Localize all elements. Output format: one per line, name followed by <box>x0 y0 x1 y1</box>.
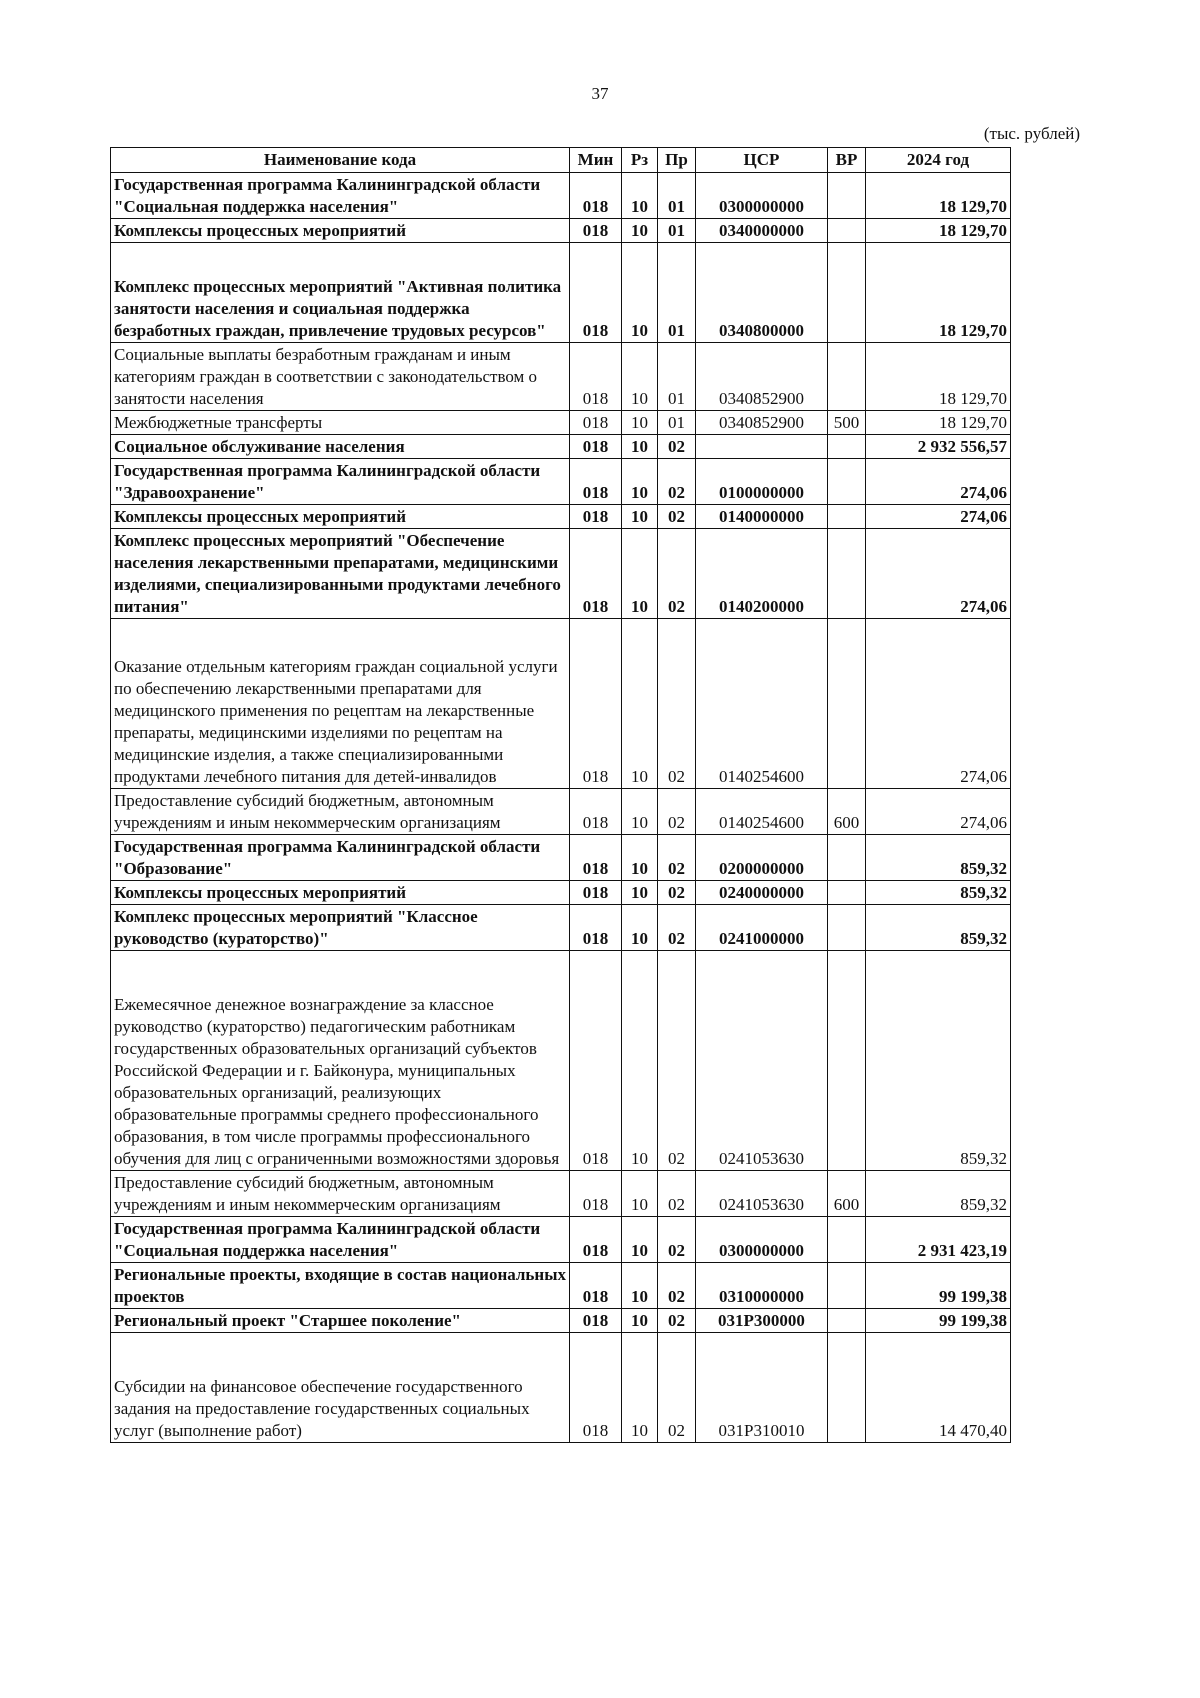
cell-vr <box>828 619 866 789</box>
cell-min: 018 <box>570 505 622 529</box>
cell-min: 018 <box>570 243 622 343</box>
cell-name: Государственная программа Калининградской области "Образование" <box>111 835 570 881</box>
cell-name: Государственная программа Калининградской области "Социальная поддержка населения" <box>111 1217 570 1263</box>
cell-vr <box>828 435 866 459</box>
cell-vr: 600 <box>828 1171 866 1217</box>
header-vr: ВР <box>828 148 866 173</box>
cell-name: Субсидии на финансовое обеспечение государственного задания на предоставление государственных социальных услуг (выполнение работ) <box>111 1333 570 1443</box>
cell-amount: 274,06 <box>866 789 1011 835</box>
cell-pr: 02 <box>658 435 696 459</box>
cell-amount: 274,06 <box>866 529 1011 619</box>
table-row <box>111 619 1011 789</box>
cell-vr <box>828 1333 866 1443</box>
table-row <box>111 219 1011 243</box>
table-row <box>111 411 1011 435</box>
table-row <box>111 1171 1011 1217</box>
cell-name: Предоставление субсидий бюджетным, автономным учреждениям и иным некоммерческим организациям <box>111 1171 570 1217</box>
cell-pr: 01 <box>658 219 696 243</box>
cell-vr: 600 <box>828 789 866 835</box>
cell-amount: 2 932 556,57 <box>866 435 1011 459</box>
cell-rz: 10 <box>622 789 658 835</box>
cell-csr: 0140254600 <box>696 619 828 789</box>
cell-pr: 01 <box>658 343 696 411</box>
cell-vr <box>828 951 866 1171</box>
cell-min: 018 <box>570 435 622 459</box>
cell-csr: 0241000000 <box>696 905 828 951</box>
cell-min: 018 <box>570 1309 622 1333</box>
cell-csr: 0100000000 <box>696 459 828 505</box>
cell-rz: 10 <box>622 343 658 411</box>
cell-min: 018 <box>570 835 622 881</box>
cell-vr <box>828 905 866 951</box>
cell-min: 018 <box>570 1333 622 1443</box>
cell-csr: 0140200000 <box>696 529 828 619</box>
cell-amount: 99 199,38 <box>866 1309 1011 1333</box>
cell-vr <box>828 1309 866 1333</box>
cell-min: 018 <box>570 219 622 243</box>
cell-pr: 02 <box>658 905 696 951</box>
table-row <box>111 343 1011 411</box>
header-year: 2024 год <box>866 148 1011 173</box>
cell-amount: 18 129,70 <box>866 173 1011 219</box>
table-row <box>111 881 1011 905</box>
table-row <box>111 459 1011 505</box>
table-row <box>111 1217 1011 1263</box>
cell-amount: 18 129,70 <box>866 411 1011 435</box>
cell-vr <box>828 173 866 219</box>
cell-pr: 02 <box>658 951 696 1171</box>
cell-name: Комплексы процессных мероприятий <box>111 219 570 243</box>
cell-name: Комплекс процессных мероприятий "Обеспечение населения лекарственными препаратами, медицинскими изделиями, специализированными продуктами лечебного питания" <box>111 529 570 619</box>
cell-rz: 10 <box>622 951 658 1171</box>
cell-rz: 10 <box>622 505 658 529</box>
header-name: Наименование кода <box>111 148 570 173</box>
cell-rz: 10 <box>622 1263 658 1309</box>
cell-name: Предоставление субсидий бюджетным, автономным учреждениям и иным некоммерческим организациям <box>111 789 570 835</box>
cell-min: 018 <box>570 619 622 789</box>
cell-csr: 031P300000 <box>696 1309 828 1333</box>
table-row <box>111 529 1011 619</box>
cell-rz: 10 <box>622 411 658 435</box>
cell-csr: 0240000000 <box>696 881 828 905</box>
budget-table <box>110 147 1011 1443</box>
table-row <box>111 243 1011 343</box>
cell-vr <box>828 219 866 243</box>
cell-vr <box>828 1217 866 1263</box>
cell-csr: 0340800000 <box>696 243 828 343</box>
cell-pr: 01 <box>658 243 696 343</box>
cell-name: Комплекс процессных мероприятий "Активная политика занятости населения и социальная поддержка безработных граждан, привлечение трудовых ресурсов" <box>111 243 570 343</box>
cell-vr <box>828 881 866 905</box>
cell-vr <box>828 459 866 505</box>
cell-csr: 0310000000 <box>696 1263 828 1309</box>
cell-pr: 02 <box>658 619 696 789</box>
cell-min: 018 <box>570 905 622 951</box>
cell-csr: 0140254600 <box>696 789 828 835</box>
cell-vr <box>828 529 866 619</box>
cell-name: Социальное обслуживание населения <box>111 435 570 459</box>
cell-amount: 274,06 <box>866 505 1011 529</box>
cell-rz: 10 <box>622 619 658 789</box>
cell-vr <box>828 243 866 343</box>
cell-csr: 0300000000 <box>696 1217 828 1263</box>
table-row <box>111 905 1011 951</box>
cell-name: Комплексы процессных мероприятий <box>111 505 570 529</box>
cell-amount: 274,06 <box>866 459 1011 505</box>
cell-pr: 02 <box>658 1171 696 1217</box>
table-row <box>111 173 1011 219</box>
cell-csr: 0340852900 <box>696 411 828 435</box>
cell-vr <box>828 835 866 881</box>
cell-amount: 18 129,70 <box>866 343 1011 411</box>
cell-min: 018 <box>570 1263 622 1309</box>
cell-pr: 02 <box>658 835 696 881</box>
cell-pr: 02 <box>658 1263 696 1309</box>
cell-min: 018 <box>570 529 622 619</box>
cell-pr: 01 <box>658 411 696 435</box>
cell-csr: 0241053630 <box>696 1171 828 1217</box>
cell-pr: 02 <box>658 881 696 905</box>
cell-pr: 01 <box>658 173 696 219</box>
header-csr: ЦСР <box>696 148 828 173</box>
cell-pr: 02 <box>658 505 696 529</box>
cell-name: Государственная программа Калининградской области "Здравоохранение" <box>111 459 570 505</box>
cell-amount: 859,32 <box>866 1171 1011 1217</box>
cell-name: Государственная программа Калининградской области "Социальная поддержка населения" <box>111 173 570 219</box>
header-rz: Рз <box>622 148 658 173</box>
table-row <box>111 505 1011 529</box>
cell-pr: 02 <box>658 789 696 835</box>
cell-min: 018 <box>570 1171 622 1217</box>
table-body <box>111 173 1011 1443</box>
cell-min: 018 <box>570 173 622 219</box>
cell-rz: 10 <box>622 459 658 505</box>
cell-min: 018 <box>570 881 622 905</box>
header-pr: Пр <box>658 148 696 173</box>
table-row <box>111 1263 1011 1309</box>
header-row <box>111 148 1011 173</box>
cell-pr: 02 <box>658 459 696 505</box>
cell-name: Межбюджетные трансферты <box>111 411 570 435</box>
cell-name: Региональные проекты, входящие в состав национальных проектов <box>111 1263 570 1309</box>
cell-pr: 02 <box>658 1217 696 1263</box>
table-row <box>111 789 1011 835</box>
cell-rz: 10 <box>622 905 658 951</box>
cell-rz: 10 <box>622 435 658 459</box>
cell-pr: 02 <box>658 1333 696 1443</box>
cell-csr: 0140000000 <box>696 505 828 529</box>
cell-rz: 10 <box>622 1217 658 1263</box>
cell-amount: 859,32 <box>866 835 1011 881</box>
page-number: 37 <box>591 84 609 103</box>
header-min: Мин <box>570 148 622 173</box>
cell-min: 018 <box>570 459 622 505</box>
cell-pr: 02 <box>658 1309 696 1333</box>
cell-name: Ежемесячное денежное вознаграждение за классное руководство (кураторство) педагогическим работникам государственных образовательных организаций субъектов Российской Федерации и г. Байконура, муниципальных образовательных организаций, реализующих образовательные программы среднего профессионального образования, в том числе программы профессионального обучения для лиц с ограниченными возможностями здоровья <box>111 951 570 1171</box>
cell-amount: 859,32 <box>866 881 1011 905</box>
cell-csr: 0340000000 <box>696 219 828 243</box>
cell-pr: 02 <box>658 529 696 619</box>
cell-min: 018 <box>570 1217 622 1263</box>
cell-amount: 859,32 <box>866 905 1011 951</box>
cell-amount: 14 470,40 <box>866 1333 1011 1443</box>
cell-amount: 859,32 <box>866 951 1011 1171</box>
cell-rz: 10 <box>622 529 658 619</box>
table-row <box>111 951 1011 1171</box>
cell-csr: 0241053630 <box>696 951 828 1171</box>
cell-name: Региональный проект "Старшее поколение" <box>111 1309 570 1333</box>
cell-vr <box>828 505 866 529</box>
cell-name: Оказание отдельным категориям граждан социальной услуги по обеспечению лекарственными препаратами для медицинского применения по рецептам на лекарственные препараты, медицинскими изделиями по рецептам на медицинские изделия, а также специализированными продуктами лечебного питания для детей-инвалидов <box>111 619 570 789</box>
cell-rz: 10 <box>622 835 658 881</box>
cell-rz: 10 <box>622 243 658 343</box>
cell-amount: 2 931 423,19 <box>866 1217 1011 1263</box>
cell-rz: 10 <box>622 881 658 905</box>
cell-min: 018 <box>570 411 622 435</box>
cell-amount: 99 199,38 <box>866 1263 1011 1309</box>
cell-amount: 18 129,70 <box>866 243 1011 343</box>
cell-min: 018 <box>570 951 622 1171</box>
cell-vr <box>828 343 866 411</box>
cell-csr <box>696 435 828 459</box>
cell-amount: 274,06 <box>866 619 1011 789</box>
cell-vr: 500 <box>828 411 866 435</box>
table-row <box>111 435 1011 459</box>
table-row <box>111 835 1011 881</box>
cell-rz: 10 <box>622 173 658 219</box>
cell-rz: 10 <box>622 1171 658 1217</box>
cell-name: Социальные выплаты безработным гражданам и иным категориям граждан в соответствии с законодательством о занятости населения <box>111 343 570 411</box>
cell-min: 018 <box>570 789 622 835</box>
cell-csr: 0340852900 <box>696 343 828 411</box>
units-note: (тыс. рублей) <box>983 124 1080 143</box>
cell-amount: 18 129,70 <box>866 219 1011 243</box>
table-row <box>111 1333 1011 1443</box>
cell-csr: 0300000000 <box>696 173 828 219</box>
cell-rz: 10 <box>622 1309 658 1333</box>
cell-name: Комплексы процессных мероприятий <box>111 881 570 905</box>
cell-csr: 0200000000 <box>696 835 828 881</box>
cell-rz: 10 <box>622 1333 658 1443</box>
cell-rz: 10 <box>622 219 658 243</box>
cell-min: 018 <box>570 343 622 411</box>
cell-vr <box>828 1263 866 1309</box>
table-row <box>111 1309 1011 1333</box>
cell-name: Комплекс процессных мероприятий "Классное руководство (кураторство)" <box>111 905 570 951</box>
cell-csr: 031P310010 <box>696 1333 828 1443</box>
